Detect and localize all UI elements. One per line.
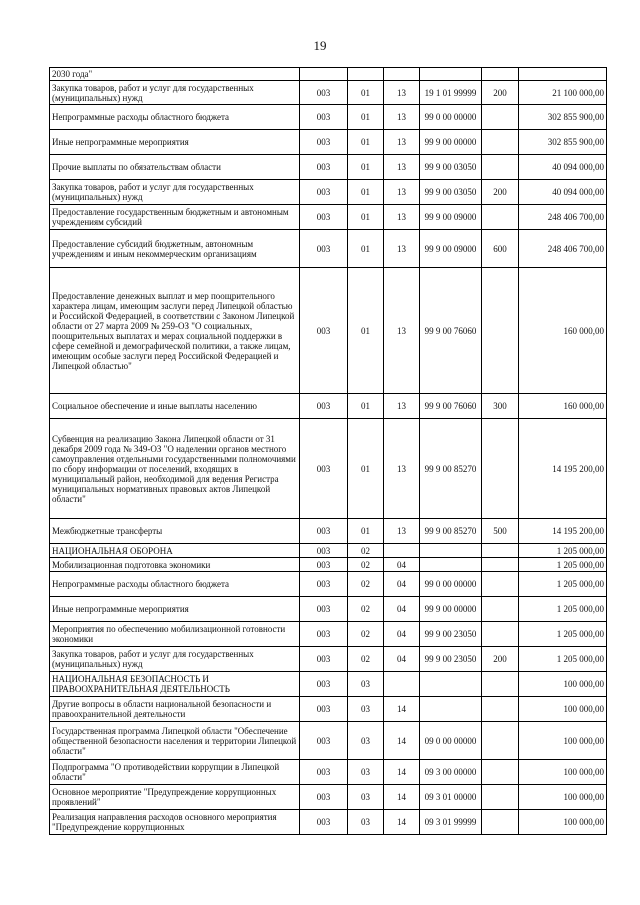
row-section-cell: 01 [348, 394, 384, 419]
budget-table-body [50, 68, 607, 835]
row-expense-type-cell [482, 597, 519, 622]
row-subsection-cell: 14 [384, 760, 420, 785]
row-admin-code-cell: 003 [300, 180, 348, 205]
row-amount-cell: 1 205 000,00 [519, 572, 607, 597]
row-subsection-cell: 14 [384, 810, 420, 835]
row-admin-code-cell: 003 [300, 722, 348, 760]
row-expense-type-cell: 600 [482, 230, 519, 268]
row-admin-code-cell: 003 [300, 155, 348, 180]
row-amount-cell: 1 205 000,00 [519, 647, 607, 672]
row-expense-type-cell [482, 697, 519, 722]
row-target-article-cell [420, 544, 482, 558]
page-number: 19 [313, 38, 327, 53]
row-subsection-cell: 13 [384, 419, 420, 519]
table-row [50, 760, 607, 785]
table-row [50, 810, 607, 835]
row-name-cell: Предоставление денежных выплат и мер поощрительного характера лицам, имеющим заслуги перед Липецкой областью и Российской Федерацией, в соответствии с Законом Липецкой области от 27 марта 2009 № 259-ОЗ "О социальных, поощрительных выплатах и мерах социальной поддержки в сфере семейной и демографической политики, а также лицам, имеющим особые заслуги перед Российской Федерацией и Липецкой областью" [50, 268, 300, 394]
row-subsection-cell: 13 [384, 180, 420, 205]
row-amount-cell: 100 000,00 [519, 785, 607, 810]
row-subsection-cell [384, 544, 420, 558]
row-admin-code-cell: 003 [300, 205, 348, 230]
row-expense-type-cell [482, 130, 519, 155]
row-expense-type-cell [482, 68, 519, 81]
row-name-cell: 2030 года" [50, 68, 300, 81]
row-subsection-cell: 13 [384, 130, 420, 155]
table-row [50, 268, 607, 394]
table-row [50, 544, 607, 558]
row-admin-code-cell: 003 [300, 810, 348, 835]
table-row [50, 697, 607, 722]
row-target-article-cell: 99 9 00 03050 [420, 155, 482, 180]
row-amount-cell: 1 205 000,00 [519, 622, 607, 647]
row-subsection-cell: 04 [384, 622, 420, 647]
row-admin-code-cell: 003 [300, 105, 348, 130]
row-name-cell: Закупка товаров, работ и услуг для государственных (муниципальных) нужд [50, 647, 300, 672]
row-expense-type-cell [482, 268, 519, 394]
row-section-cell: 03 [348, 697, 384, 722]
row-section-cell: 02 [348, 572, 384, 597]
row-section-cell: 01 [348, 205, 384, 230]
row-expense-type-cell: 300 [482, 394, 519, 419]
row-section-cell: 03 [348, 722, 384, 760]
row-admin-code-cell [300, 68, 348, 81]
table-row [50, 68, 607, 81]
row-name-cell: Закупка товаров, работ и услуг для государственных (муниципальных) нужд [50, 81, 300, 105]
row-target-article-cell: 09 3 01 99999 [420, 810, 482, 835]
row-target-article-cell [420, 558, 482, 572]
table-row [50, 597, 607, 622]
row-name-cell: Мобилизационная подготовка экономики [50, 558, 300, 572]
row-admin-code-cell: 003 [300, 558, 348, 572]
row-name-cell: НАЦИОНАЛЬНАЯ ОБОРОНА [50, 544, 300, 558]
row-admin-code-cell: 003 [300, 230, 348, 268]
row-section-cell: 02 [348, 597, 384, 622]
row-admin-code-cell: 003 [300, 597, 348, 622]
row-section-cell: 01 [348, 230, 384, 268]
row-section-cell: 01 [348, 130, 384, 155]
row-subsection-cell: 13 [384, 155, 420, 180]
table-row [50, 394, 607, 419]
row-amount-cell: 1 205 000,00 [519, 597, 607, 622]
row-subsection-cell [384, 68, 420, 81]
row-target-article-cell: 99 9 00 00000 [420, 130, 482, 155]
row-target-article-cell: 99 0 00 00000 [420, 105, 482, 130]
row-expense-type-cell [482, 722, 519, 760]
row-amount-cell: 1 205 000,00 [519, 558, 607, 572]
row-name-cell: Иные непрограммные мероприятия [50, 130, 300, 155]
row-amount-cell: 40 094 000,00 [519, 155, 607, 180]
row-target-article-cell: 99 9 00 23050 [420, 647, 482, 672]
row-expense-type-cell [482, 760, 519, 785]
table-row [50, 105, 607, 130]
row-subsection-cell: 04 [384, 647, 420, 672]
table-row [50, 180, 607, 205]
row-amount-cell: 302 855 900,00 [519, 130, 607, 155]
row-name-cell: Реализация направления расходов основного мероприятия "Предупреждение коррупционных [50, 810, 300, 835]
row-expense-type-cell: 200 [482, 647, 519, 672]
row-amount-cell: 100 000,00 [519, 760, 607, 785]
table-row [50, 785, 607, 810]
row-name-cell: Социальное обеспечение и иные выплаты населению [50, 394, 300, 419]
row-name-cell: Основное мероприятие "Предупреждение коррупционных проявлений" [50, 785, 300, 810]
row-expense-type-cell [482, 672, 519, 697]
row-expense-type-cell: 500 [482, 519, 519, 544]
row-expense-type-cell [482, 785, 519, 810]
row-amount-cell: 100 000,00 [519, 722, 607, 760]
row-name-cell: Прочие выплаты по обязательствам области [50, 155, 300, 180]
table-row [50, 519, 607, 544]
row-name-cell: Межбюджетные трансферты [50, 519, 300, 544]
table-row [50, 155, 607, 180]
row-admin-code-cell: 003 [300, 130, 348, 155]
row-subsection-cell: 13 [384, 268, 420, 394]
row-subsection-cell: 13 [384, 205, 420, 230]
row-expense-type-cell [482, 622, 519, 647]
row-amount-cell: 248 406 700,00 [519, 230, 607, 268]
row-subsection-cell: 04 [384, 572, 420, 597]
row-admin-code-cell: 003 [300, 622, 348, 647]
row-amount-cell: 21 100 000,00 [519, 81, 607, 105]
row-admin-code-cell: 003 [300, 672, 348, 697]
row-subsection-cell: 13 [384, 81, 420, 105]
row-target-article-cell [420, 68, 482, 81]
row-name-cell: НАЦИОНАЛЬНАЯ БЕЗОПАСНОСТЬ И ПРАВООХРАНИТЕЛЬНАЯ ДЕЯТЕЛЬНОСТЬ [50, 672, 300, 697]
row-admin-code-cell: 003 [300, 647, 348, 672]
table-row [50, 230, 607, 268]
row-subsection-cell [384, 672, 420, 697]
row-subsection-cell: 13 [384, 230, 420, 268]
row-name-cell: Предоставление государственным бюджетным и автономным учреждениям субсидий [50, 205, 300, 230]
row-admin-code-cell: 003 [300, 81, 348, 105]
row-target-article-cell: 99 9 00 03050 [420, 180, 482, 205]
row-section-cell: 02 [348, 558, 384, 572]
row-name-cell: Субвенция на реализацию Закона Липецкой области от 31 декабря 2009 года № 349-ОЗ "О наделении органов местного самоуправления отдельными государственными полномочиями по сбору информации от поселений, входящих в муниципальный район, необходимой для ведения Регистра муниципальных нормативных правовых актов Липецкой области" [50, 419, 300, 519]
row-expense-type-cell [482, 810, 519, 835]
row-target-article-cell: 99 0 00 00000 [420, 572, 482, 597]
row-expense-type-cell [482, 544, 519, 558]
row-section-cell: 01 [348, 155, 384, 180]
row-section-cell: 01 [348, 180, 384, 205]
row-admin-code-cell: 003 [300, 544, 348, 558]
row-name-cell: Непрограммные расходы областного бюджета [50, 105, 300, 130]
row-name-cell: Закупка товаров, работ и услуг для государственных (муниципальных) нужд [50, 180, 300, 205]
row-section-cell: 01 [348, 519, 384, 544]
row-name-cell: Непрограммные расходы областного бюджета [50, 572, 300, 597]
row-subsection-cell: 14 [384, 697, 420, 722]
row-admin-code-cell: 003 [300, 697, 348, 722]
row-subsection-cell: 13 [384, 105, 420, 130]
row-subsection-cell: 14 [384, 785, 420, 810]
row-section-cell: 02 [348, 544, 384, 558]
row-amount-cell: 1 205 000,00 [519, 544, 607, 558]
row-expense-type-cell [482, 105, 519, 130]
row-target-article-cell: 09 3 00 00000 [420, 760, 482, 785]
row-subsection-cell: 13 [384, 394, 420, 419]
row-section-cell: 01 [348, 419, 384, 519]
row-section-cell [348, 68, 384, 81]
row-expense-type-cell [482, 155, 519, 180]
row-expense-type-cell: 200 [482, 81, 519, 105]
row-section-cell: 03 [348, 760, 384, 785]
row-name-cell: Предоставление субсидий бюджетным, автономным учреждениям и иным некоммерческим организациям [50, 230, 300, 268]
row-target-article-cell: 99 9 00 23050 [420, 622, 482, 647]
table-row [50, 81, 607, 105]
row-expense-type-cell [482, 205, 519, 230]
row-expense-type-cell [482, 419, 519, 519]
row-section-cell: 01 [348, 81, 384, 105]
row-expense-type-cell: 200 [482, 180, 519, 205]
row-name-cell: Подпрограмма "О противодействии коррупции в Липецкой области" [50, 760, 300, 785]
table-row [50, 722, 607, 760]
row-name-cell: Другие вопросы в области национальной безопасности и правоохранительной деятельности [50, 697, 300, 722]
row-amount-cell: 100 000,00 [519, 697, 607, 722]
row-admin-code-cell: 003 [300, 785, 348, 810]
row-target-article-cell: 99 9 00 85270 [420, 419, 482, 519]
row-amount-cell [519, 68, 607, 81]
table-row [50, 572, 607, 597]
table-row [50, 672, 607, 697]
row-amount-cell: 14 195 200,00 [519, 419, 607, 519]
table-row [50, 205, 607, 230]
row-expense-type-cell [482, 558, 519, 572]
row-admin-code-cell: 003 [300, 419, 348, 519]
row-admin-code-cell: 003 [300, 519, 348, 544]
row-target-article-cell [420, 672, 482, 697]
table-row [50, 647, 607, 672]
row-section-cell: 02 [348, 622, 384, 647]
row-subsection-cell: 04 [384, 597, 420, 622]
row-amount-cell: 40 094 000,00 [519, 180, 607, 205]
row-name-cell: Мероприятия по обеспечению мобилизационной готовности экономики [50, 622, 300, 647]
row-target-article-cell: 09 0 00 00000 [420, 722, 482, 760]
row-target-article-cell: 19 1 01 99999 [420, 81, 482, 105]
row-admin-code-cell: 003 [300, 394, 348, 419]
row-admin-code-cell: 003 [300, 760, 348, 785]
row-section-cell: 03 [348, 672, 384, 697]
row-amount-cell: 160 000,00 [519, 394, 607, 419]
row-expense-type-cell [482, 572, 519, 597]
row-section-cell: 03 [348, 785, 384, 810]
row-section-cell: 03 [348, 810, 384, 835]
row-amount-cell: 160 000,00 [519, 268, 607, 394]
table-row [50, 558, 607, 572]
table-row [50, 419, 607, 519]
row-target-article-cell: 99 9 00 09000 [420, 230, 482, 268]
row-amount-cell: 302 855 900,00 [519, 105, 607, 130]
row-amount-cell: 100 000,00 [519, 810, 607, 835]
row-target-article-cell [420, 697, 482, 722]
row-target-article-cell: 99 9 00 76060 [420, 394, 482, 419]
row-admin-code-cell: 003 [300, 572, 348, 597]
row-subsection-cell: 04 [384, 558, 420, 572]
row-target-article-cell: 99 9 00 09000 [420, 205, 482, 230]
row-amount-cell: 100 000,00 [519, 672, 607, 697]
row-section-cell: 01 [348, 268, 384, 394]
row-subsection-cell: 14 [384, 722, 420, 760]
row-target-article-cell: 09 3 01 00000 [420, 785, 482, 810]
row-target-article-cell: 99 9 00 00000 [420, 597, 482, 622]
row-section-cell: 01 [348, 105, 384, 130]
table-row [50, 622, 607, 647]
budget-table [49, 67, 607, 835]
row-name-cell: Государственная программа Липецкой области "Обеспечение общественной безопасности населения и территории Липецкой области" [50, 722, 300, 760]
row-amount-cell: 14 195 200,00 [519, 519, 607, 544]
row-amount-cell: 248 406 700,00 [519, 205, 607, 230]
row-section-cell: 02 [348, 647, 384, 672]
row-subsection-cell: 13 [384, 519, 420, 544]
table-row [50, 130, 607, 155]
row-name-cell: Иные непрограммные мероприятия [50, 597, 300, 622]
row-admin-code-cell: 003 [300, 268, 348, 394]
row-target-article-cell: 99 9 00 76060 [420, 268, 482, 394]
row-target-article-cell: 99 9 00 85270 [420, 519, 482, 544]
